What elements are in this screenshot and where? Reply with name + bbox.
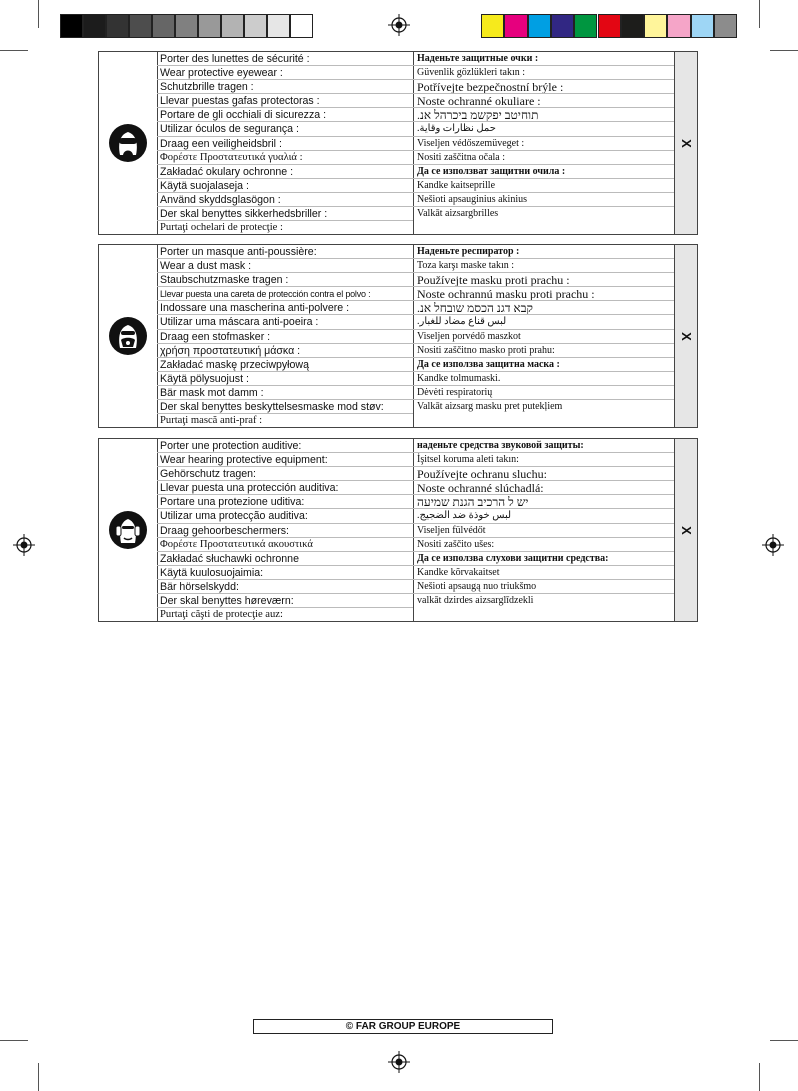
safety-glasses-icon xyxy=(108,123,148,163)
instruction-text: Llevar puesta una careta de protección contra el polvo : xyxy=(157,287,413,301)
instruction-text: Toza karşı maske takın : xyxy=(413,259,675,273)
instruction-text: Valkāt aizsarg masku pret putekļiem xyxy=(417,401,563,413)
instruction-text: Llevar puestas gafas protectoras : xyxy=(157,94,413,108)
crop-mark xyxy=(770,50,798,51)
instruction-text: Да се използват защитни очила : xyxy=(413,165,675,179)
mark-cell xyxy=(674,52,697,234)
instruction-text: Nešioti apsaugą nuo triukšmo xyxy=(413,580,675,594)
gray-swatch xyxy=(175,14,198,38)
instruction-text: حمل نظارات وقاية. xyxy=(413,122,675,136)
color-swatch xyxy=(574,14,597,38)
instruction-text: Käytä pölysuojust : xyxy=(157,372,413,386)
instruction-text: Kandke kaitseprille xyxy=(413,179,675,193)
instruction-text: Portare una protezione uditiva: xyxy=(157,495,413,509)
instruction-text: Dėvėti respiratorių xyxy=(413,386,675,400)
instruction-text: Porter une protection auditive: xyxy=(157,439,413,453)
gray-swatch xyxy=(129,14,152,38)
crop-mark xyxy=(759,1063,760,1091)
dust-mask-icon xyxy=(108,316,148,356)
instruction-text: Der skal benyttes høreværn: xyxy=(157,594,413,608)
instruction-text: Noste ochranné okuliare : xyxy=(413,94,675,108)
registration-mark-icon xyxy=(388,1051,410,1073)
instruction-text: Gehörschutz tragen: xyxy=(157,467,413,481)
crop-mark xyxy=(38,0,39,28)
instruction-text: Kandke tolmumaski. xyxy=(413,372,675,386)
gray-swatch xyxy=(83,14,106,38)
instruction-text: χρήση προστατευτική μάσκα : xyxy=(157,344,413,358)
instruction-text: Noste ochrannú masku proti prachu : xyxy=(413,287,675,301)
color-swatch xyxy=(504,14,527,38)
color-swatch xyxy=(667,14,690,38)
crop-mark xyxy=(759,0,760,28)
crop-mark xyxy=(0,50,28,51)
right-languages xyxy=(413,439,675,608)
instruction-text: valkāt dzirdes aizsarglīdzekli xyxy=(417,595,534,607)
instruction-text: Bär mask mot damm : xyxy=(157,386,413,400)
instruction-text: Porter des lunettes de sécurité : xyxy=(157,52,413,66)
instruction-text: Bär hörselskydd: xyxy=(157,580,413,594)
safety-panel-eyewear xyxy=(98,51,698,235)
instruction-text: Draag een stofmasker : xyxy=(157,330,413,344)
instruction-text: İşitsel koruma aleti takın: xyxy=(413,453,675,467)
instruction-text: Наденьте респиратор : xyxy=(413,245,675,259)
icon-cell xyxy=(99,52,158,234)
instruction-text: Viseljen porvédő maszkot xyxy=(413,330,675,344)
registration-mark-icon xyxy=(13,534,35,556)
instruction-text: Wear a dust mask : xyxy=(157,259,413,273)
gray-swatch xyxy=(60,14,83,38)
instruction-text: Güvenlik gözlükleri takın : xyxy=(413,66,675,80)
instruction-text: Zakładać okulary ochronne : xyxy=(157,165,413,179)
gray-swatch xyxy=(290,14,313,38)
instruction-text: Der skal benyttes beskyttelsesmaske mod støv: xyxy=(157,400,413,414)
instruction-text: Да се използва защитна маска : xyxy=(413,358,675,372)
instruction-text: Да се използва слухови защитни средства: xyxy=(413,552,675,566)
instruction-text: Draag gehoorbeschermers: xyxy=(157,524,413,538)
right-languages xyxy=(413,245,675,414)
gray-swatch xyxy=(221,14,244,38)
gray-swatch xyxy=(152,14,175,38)
footer-copyright: © FAR GROUP EUROPE xyxy=(253,1019,553,1034)
instruction-text: Φορέστε Προστατευτικά ακουστικά xyxy=(157,538,413,552)
gray-swatch xyxy=(267,14,290,38)
gray-swatch xyxy=(244,14,267,38)
instruction-text: Nositi zaščitna očala : xyxy=(413,151,675,165)
instruction-text: Utilizar óculos de segurança : xyxy=(157,122,413,136)
instruction-text: Nositi zaščitno masko proti prahu: xyxy=(413,344,675,358)
instruction-text: Porter un masque anti-poussière: xyxy=(157,245,413,259)
mark-cell xyxy=(674,439,697,621)
instruction-text: Valkāt aizsargbrilles xyxy=(417,208,499,220)
registration-mark-icon xyxy=(762,534,784,556)
icon-cell xyxy=(99,245,158,427)
crop-mark xyxy=(0,1040,28,1041)
instruction-text: Käytä suojalaseja : xyxy=(157,179,413,193)
instruction-text: Draag een veiligheidsbril : xyxy=(157,137,413,151)
instruction-text: Llevar puesta una protección auditiva: xyxy=(157,481,413,495)
instruction-text: Zakładać maskę przeciwpyłową xyxy=(157,358,413,372)
hearing-protection-icon xyxy=(108,510,148,550)
mark-cell xyxy=(674,245,697,427)
icon-cell xyxy=(99,439,158,621)
right-languages xyxy=(413,52,675,221)
gray-swatch xyxy=(198,14,221,38)
color-swatch xyxy=(598,14,621,38)
instruction-text: תוחיטב יפקשמ ביכרהל אנ. xyxy=(413,108,675,122)
color-swatch xyxy=(621,14,644,38)
instruction-text: наденьте средства звуковой защиты: xyxy=(413,439,675,453)
x-mark: X xyxy=(678,331,694,341)
registration-mark-icon xyxy=(388,14,410,36)
instruction-text: Používejte ochranu sluchu: xyxy=(413,467,675,481)
crop-mark xyxy=(38,1063,39,1091)
instruction-text: Portare de gli occhiali di sicurezza : xyxy=(157,108,413,122)
instruction-text: لبس خوذة ضد الضجيج. xyxy=(413,509,675,523)
instruction-text: Noste ochranné slúchadlá: xyxy=(413,481,675,495)
instruction-text: Purtaţi mască anti-praf : xyxy=(160,415,263,427)
instruction-text: Schutzbrille tragen : xyxy=(157,80,413,94)
color-swatch xyxy=(691,14,714,38)
crop-mark xyxy=(770,1040,798,1041)
instruction-text: Käytä kuulosuojaimia: xyxy=(157,566,413,580)
instruction-text: Purtaţi căşti de protecţie auz: xyxy=(160,609,283,621)
instruction-text: קבא דגנ הכסמ שובחל אנ. xyxy=(413,301,675,315)
safety-panel-hearing xyxy=(98,438,698,622)
left-languages xyxy=(157,245,414,428)
gray-swatch xyxy=(106,14,129,38)
instruction-text: Utilizar uma protecção auditiva: xyxy=(157,509,413,523)
instruction-text: Potřívejte bezpečnostní brýle : xyxy=(413,80,675,94)
instruction-text: لبس قناع مضاد للغبار. xyxy=(413,315,675,329)
instruction-text: Viseljen védőszemüveget : xyxy=(413,137,675,151)
color-swatch xyxy=(644,14,667,38)
left-languages xyxy=(157,439,414,622)
instruction-text: Φορέστε Προστατευτικά γυαλιά : xyxy=(157,151,413,165)
color-swatch xyxy=(481,14,504,38)
left-languages xyxy=(157,52,414,235)
instruction-text: Наденьте защитные очки : xyxy=(413,52,675,66)
x-mark: X xyxy=(678,138,694,148)
instruction-text: Používejte masku proti prachu : xyxy=(413,273,675,287)
instruction-text: Indossare una mascherina anti-polvere : xyxy=(157,301,413,315)
instruction-text: Kandke kõrvakaitset xyxy=(413,566,675,580)
instruction-text: Använd skyddsglasögon : xyxy=(157,193,413,207)
instruction-text: Nositi zaščito ušes: xyxy=(413,538,675,552)
instruction-text: Wear protective eyewear : xyxy=(157,66,413,80)
instruction-text: Purtaţi ochelari de protecţie : xyxy=(160,222,283,234)
instruction-text: Zakładać słuchawki ochronne xyxy=(157,552,413,566)
instruction-text: Utilizar uma máscara anti-poeira : xyxy=(157,315,413,329)
instruction-text: Viseljen fülvédőt xyxy=(413,524,675,538)
instruction-text: Nešioti apsauginius akinius xyxy=(413,193,675,207)
instruction-text: Wear hearing protective equipment: xyxy=(157,453,413,467)
color-swatch xyxy=(551,14,574,38)
instruction-text: Staubschutzmaske tragen : xyxy=(157,273,413,287)
color-swatch xyxy=(714,14,737,38)
instruction-text: Der skal benyttes sikkerhedsbriller : xyxy=(157,207,413,221)
color-swatch xyxy=(528,14,551,38)
safety-panel-dust-mask xyxy=(98,244,698,428)
instruction-text: יש ל הרכיב הגנת שמיעה xyxy=(413,495,675,509)
x-mark: X xyxy=(678,525,694,535)
